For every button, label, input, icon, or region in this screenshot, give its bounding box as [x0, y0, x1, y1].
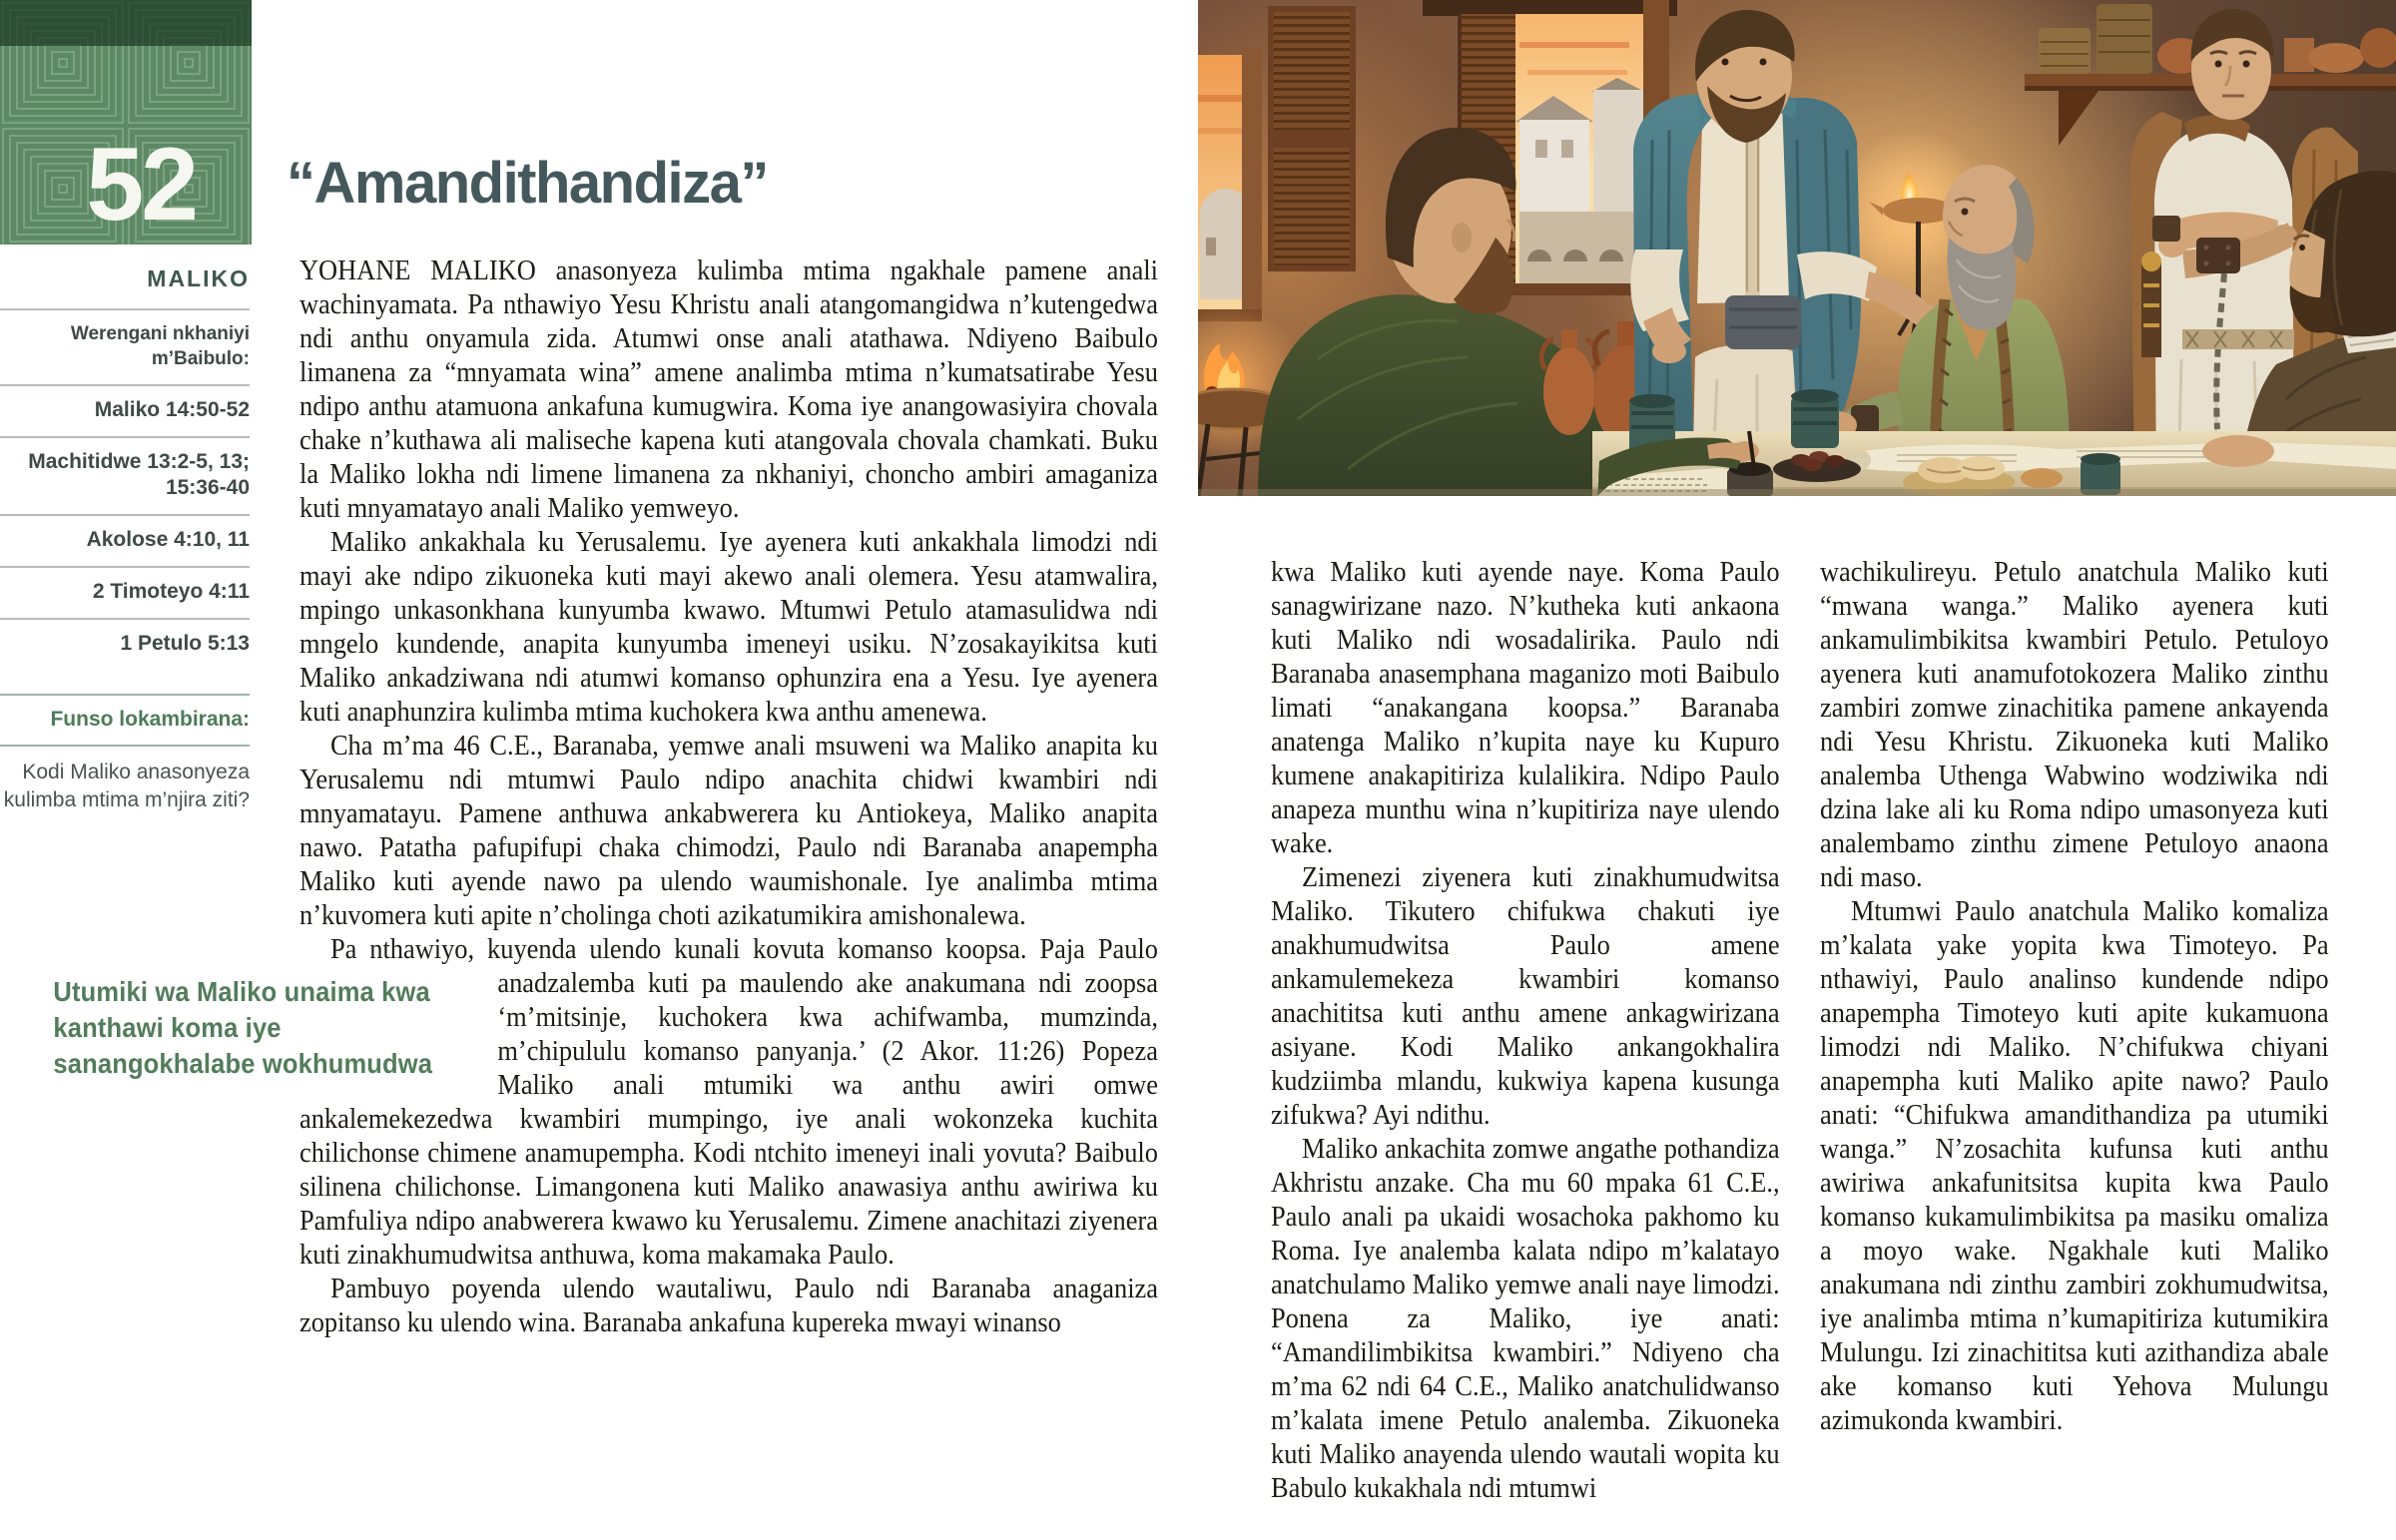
scripture-reference: 2 Timoteyo 4:11	[92, 580, 250, 603]
body-paragraph: Pambuyo poyenda ulendo wautaliwu, Paulo ndi Baranaba anaganiza zopitanso ku ulendo wina. Baranaba ankafuna kupereka mwayi winanso	[300, 1273, 1158, 1338]
body-paragraph: wachikulireyu. Petulo anatchula Maliko kuti “mwana wanga.” Maliko ayenera kuti ankamulimbikitsa kwambiri Petulo. Petuloyo ayenera kuti anamufotokozera Maliko zinthu zambiri zomwe zinachitika pamene ankayenda ndi Yesu Khristu. Zikuoneka kuti Maliko analemba Uthenga Wabwino wodziwika ndi dzina lake ali ku Roma ndipo umasonyeza kuti analembamo zinthu zimene Petuloyo anaona ndi maso.	[1820, 556, 2329, 893]
scripture-reference: Maliko 14:50-52	[94, 398, 250, 421]
pull-quote: Utumiki wa Maliko unaima kwa kanthawi koma iye sanangokhalabe wokhumudwa	[53, 976, 433, 1079]
body-paragraph: Maliko ankachita zomwe angathe pothandiza Akhristu anzake. Cha mu 60 mpaka 61 C.E., Paulo anali pa ukaidi wosachoka pakhomo ku Roma. Iye analemba kalata ndipo m’kalatayo anatchulamo Maliko yemwe anali naye limodzi. Ponena za Maliko, iye anati: “Amandilimbikitsa kwambiri.” Ndiyeno cha m’ma 62 ndi 64 C.E., Maliko anatchulidwanso m’kalata imene Petulo analemba. Zikuoneka kuti Maliko anayenda ulendo wautali wopita ku Babulo kukakhala ndi mtumwi	[1271, 1133, 1780, 1504]
article-column-2	[1271, 555, 1780, 1505]
sidebar	[0, 265, 250, 826]
chapter-number-box	[0, 0, 252, 245]
page-title: “Amandithandiza”	[287, 151, 768, 216]
body-paragraph: Cha m’ma 46 C.E., Baranaba, yemwe anali msuweni wa Maliko anapita ku Yerusalemu ndi mtumwi Paulo ndipo anachita chidwi kwambiri ndi mnyamatayu. Pamene anthuwa ankabwerera ku Antiokeya, Maliko anapita nawo. Patatha pafupifupi chaka chimodzi, Paulo ndi Baranaba anapempha Maliko kuti ayende nawo pa ulendo waumishonale. Iye analimba mtima n’kuvomera kuti apite n’cholinga choti azikatumikira amishonalewa.	[300, 730, 1158, 931]
body-paragraph: Maliko ankakhala ku Yerusalemu. Iye ayenera kuti ankakhala limodzi ndi mayi ake ndipo zikuoneka kuti mayi akewo anali olemera. Yesu atamwalira, mpingo unkasonkhana kunyumba kwawo. Mtumwi Petulo atamasulidwa ndi mngelo kundende, anapita kunyumba imeneyi usiku. N’zosakayikitsa kuti Maliko ankadziwana ndi atumwi komanso ophunzira ena a Yesu. Iye ayenera kuti anaphunzira kulimba mtima kuchokera kwa anthu amenewa.	[300, 526, 1158, 728]
left-window	[1198, 48, 1262, 321]
chapter-number: 52	[86, 127, 196, 243]
paragraph-text: Pa nthawiyo, kuyenda ulendo kunali kovuta komanso koopsa. Paja Paulo anadzalemba kuti pa maulendo ake anakumana ndi zoopsa	[329, 933, 1158, 999]
article-column-3	[1820, 555, 2329, 1437]
closed-shutter	[1268, 6, 1356, 271]
read-heading: Werengani nkhaniyi m’Baibulo:	[70, 323, 250, 369]
body-paragraph: kwa Maliko kuti ayende naye. Koma Paulo sanagwirizane nazo. N’kutheka kuti ankaona kuti Maliko ndi wosadalirika. Paulo ndi Baranaba anasemphana maganizo moti Baibulo limati “anakangana koopsa.” Baranaba anatenga Maliko n’kupita naye ku Kupuro kumene anakapitiriza kulalikira. Ndipo Paulo anapeza munthu wina n’kupitiriza naye ulendo wake.	[1271, 556, 1780, 859]
scripture-reference: Akolose 4:10, 11	[86, 528, 250, 551]
body-paragraph: Zimenezi ziyenera kuti zinakhumudwitsa Maliko. Tikutero chifukwa chakuti iye anakhumudwitsa Paulo amene ankamulemekeza kwambiri komanso anachititsa kuti anthu amene ankagwirizana asiyane. Kodi Maliko ankangokhalira kudziimba mlandu, kukwiya kapena kusunga zifukwa? Ayi ndithu.	[1271, 861, 1780, 1131]
body-paragraph: Mtumwi Paulo anatchula Maliko komaliza m’kalata yake yopita kwa Timoteyo. Pa nthawiyi, Paulo analinso kundende ndipo anapempha Timoteyo kuti apite kukamuona limodzi ndi Maliko. N’chifukwa chiyani anapempha kuti Maliko apite nawo? Paulo anati: “Chifukwa amandithandiza pa utumiki wanga.” N’zosachita kufunsa kuti anthu awiriwa ankafunitsitsa kupita kwa Paulo komanso kukamulimbikitsa pa masiku omaliza a moyo wake. Ngakhale kuti Maliko anakumana ndi zinthu zambiri zokhumudwitsa, iye analimba mtima n’kumapitiriza kutumikira Mulungu. Izi zinachititsa kuti azithandiza abale ake komanso kuti Yehova Mulungu azimukonda kwambiri.	[1820, 895, 2329, 1436]
spacer	[0, 670, 250, 694]
scripture-reference: 1 Petulo 5:13	[120, 632, 250, 655]
right-man-hand	[2202, 435, 2274, 467]
discussion-question: Kodi Maliko anasonyeza kulimba mtima m’njira ziti?	[3, 761, 250, 811]
chapter-illustration	[1198, 0, 2396, 496]
paragraph-text: ‘m’mitsinje, kuchokera kwa achifwamba, mumzinda, m’chipululu komanso panyanja.’ (2 Akor. 11:26) Popeza Maliko anali mtumiki wa anthu awiri omwe ankalemekezedwa kwambiri mumpingo, iye anali wokonzeka kuchita chilichonse chimene anamupempha. Kodi ntchito imeneyi inali yovuta? Baibulo silinena chilichonse. Limangonena kuti Maliko anawasiya anthu awiriwa ku Pamfuliya ndipo anabwerera kwawo ku Yerusalemu. Zimene anachitazi ziyenera kuti zinakhumudwitsa anthuwa, koma makamaka Paulo.	[300, 1001, 1158, 1271]
book-name-label: MALIKO	[147, 265, 250, 291]
question-heading: Funso lokambirana:	[50, 708, 250, 731]
body-paragraph: YOHANE MALIKO anasonyeza kulimba mtima ngakhale pamene anali wachinyamata. Pa nthawiyo Yesu Khristu anali atangomangidwa n’kutengedwa ndi anthu onyamula zida. Atumwi onse anali atathawa. Ndiyeno Baibulo limanena za “mnyamata wina” amene analimba mtima n’kumatsatirabe Yesu ndipo anthu atamuona ankafuna kumugwira. Koma iye anangowasiyira chovala chake n’kuthawa ali maliseche kapena kuti atangovala chovala chamkati. Buku la Maliko lokha ndi limene limanena za nkhaniyi, choncho ambiri amaganiza kuti mnyamatayo anali Maliko yemweyo.	[300, 255, 1158, 524]
scripture-reference: Machitidwe 13:2-5, 13; 15:36-40	[28, 450, 250, 499]
painting-mark-serving-paul	[1198, 0, 2396, 496]
body-paragraph	[53, 932, 1158, 1272]
